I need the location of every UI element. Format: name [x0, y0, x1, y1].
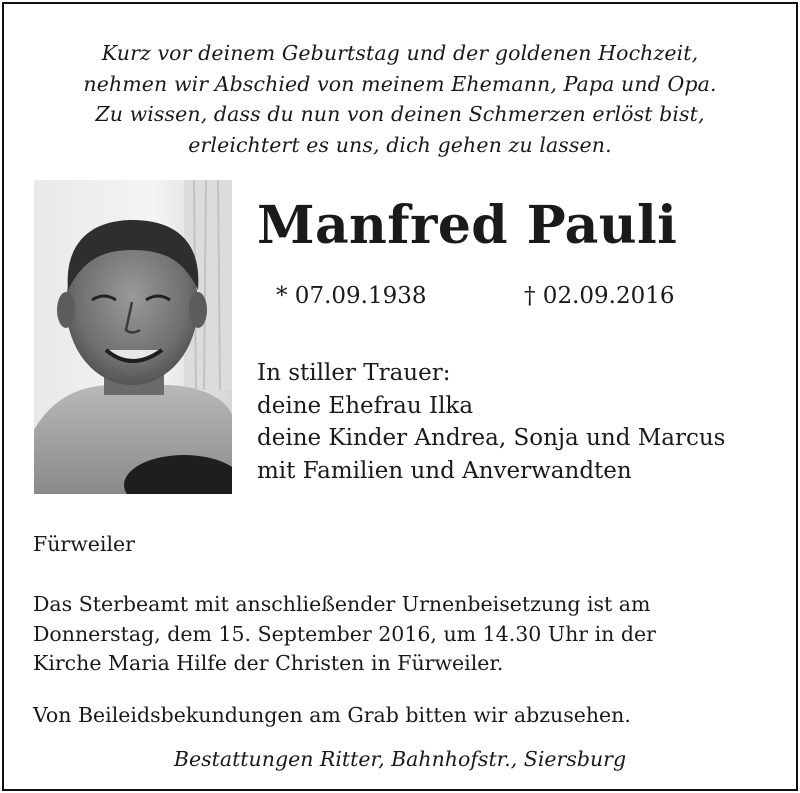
intro-line: Kurz vor deinem Geburtstag und der goldenen Hochzeit,	[101, 41, 699, 65]
mourner-line: deine Ehefrau Ilka	[257, 392, 474, 419]
mourners-list	[257, 357, 726, 487]
intro-line: erleichtert es uns, dich gehen zu lassen.	[188, 133, 612, 158]
intro-line: Zu wissen, dass du nun von deinen Schmerzen erlöst bist,	[95, 102, 705, 127]
intro-line: nehmen wir Abschied von meinem Ehemann, Papa und Opa.	[83, 71, 717, 96]
service-line: Kirche Maria Hilfe der Christen in Fürweiler.	[33, 651, 504, 675]
deceased-name: Manfred Pauli	[257, 195, 678, 256]
funeral-home: Bestattungen Ritter, Bahnhofstr., Siersburg	[173, 747, 627, 771]
town-name: Fürweiler	[33, 532, 135, 556]
service-line: Donnerstag, dem 15. September 2016, um 14.30 Uhr in der	[33, 621, 656, 646]
mourner-line: deine Kinder Andrea, Sonja und Marcus	[257, 425, 726, 452]
service-info	[33, 590, 656, 679]
mourner-line: In stiller Trauer:	[257, 360, 451, 386]
service-line: Das Sterbeamt mit anschließender Urnenbeisetzung ist am	[33, 592, 651, 616]
mourner-line: mit Familien und Anverwandten	[257, 457, 632, 484]
death-date: † 02.09.2016	[524, 283, 675, 309]
condolence-note: Von Beileidsbekundungen am Grab bitten wir abzusehen.	[33, 703, 631, 727]
birth-date: * 07.09.1938	[276, 283, 427, 309]
portrait-photo	[34, 180, 232, 494]
intro-verse	[0, 38, 800, 161]
